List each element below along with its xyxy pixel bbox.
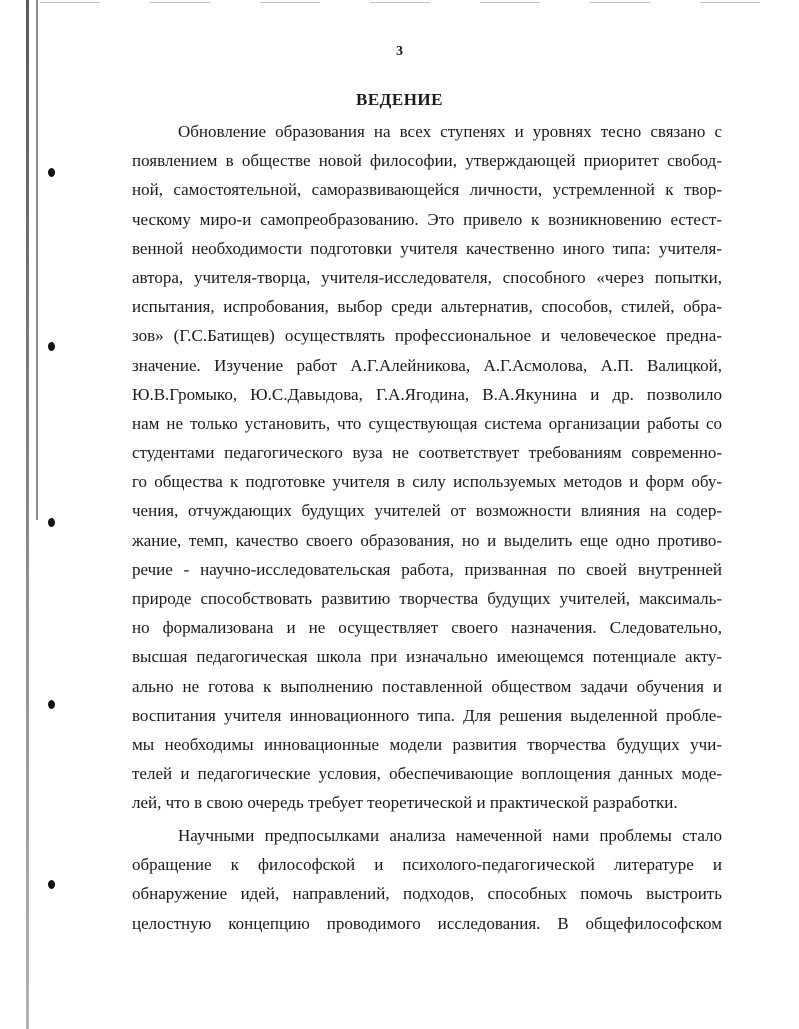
text-line: природе способствовать развитию творчества будущих учителей, максималь- bbox=[132, 589, 722, 608]
paragraph-1 bbox=[132, 117, 722, 818]
text-line: появлением в обществе новой философии, утверждающей приоритет свобод- bbox=[132, 151, 722, 171]
scan-top-edge bbox=[40, 2, 780, 3]
text-line: Ю.В.Громыко, Ю.С.Давыдова, Г.А.Ягодина, В.А.Якунина и др. позволило bbox=[132, 384, 722, 404]
text-line: Обновление образования на всех ступенях и уровнях тесно связано с bbox=[178, 122, 722, 141]
text-line: но формализована и не осуществляет своего назначения. Следовательно, bbox=[132, 618, 722, 638]
text-line: значение. Изучение работ А.Г.Алейникова, А.Г.Асмолова, А.П. Валицкой, bbox=[132, 355, 722, 375]
binding-hole-mark bbox=[48, 342, 55, 351]
binding-hole-mark bbox=[48, 880, 55, 889]
text-line: чения, отчуждающих будущих учителей от возможности влияния на содер- bbox=[132, 501, 722, 521]
binding-hole-mark bbox=[48, 518, 55, 527]
text-line: ной, самостоятельной, саморазвивающейся личности, устремленной к твор- bbox=[132, 180, 722, 200]
text-line: автора, учителя-творца, учителя-исследователя, способного «через попытки, bbox=[132, 267, 722, 287]
text-line: обнаружение идей, направлений, подходов, способных помочь выстроить bbox=[132, 884, 722, 904]
scan-left-edge-inner bbox=[36, 0, 38, 520]
text-line: лей, что в свою очередь требует теоретической и практической разработки. bbox=[132, 793, 678, 813]
binding-hole-mark bbox=[48, 700, 55, 709]
text-line: обращение к философской и психолого-педагогической литературе и bbox=[132, 855, 722, 875]
text-line: ческому миро-и самопреобразованию. Это привело к возникновению естест- bbox=[132, 209, 722, 229]
text-line: Научными предпосылками анализа намеченной нами проблемы стало bbox=[178, 826, 722, 845]
text-line: испытания, испробования, выбор среди альтернатив, способов, стилей, обра- bbox=[132, 297, 722, 317]
page-number: 3 bbox=[396, 44, 403, 59]
section-heading: ВЕДЕНИЕ bbox=[356, 90, 443, 109]
text-line: воспитания учителя инновационного типа. Для решения выделенной пробле- bbox=[132, 705, 722, 725]
binding-hole-mark bbox=[48, 168, 55, 177]
scan-left-edge bbox=[26, 0, 29, 1029]
text-line: высшая педагогическая школа при изначально имеющемся потенциале акту- bbox=[132, 647, 722, 667]
text-line: телей и педагогические условия, обеспечивающие воплощения данных моде- bbox=[132, 764, 722, 784]
text-line: целостную концепцию проводимого исследования. В общефилософском bbox=[132, 913, 722, 933]
text-line: нам не только установить, что существующая система организации работы со bbox=[132, 413, 722, 433]
text-line: го общества к подготовке учителя в силу используемых методов и форм обу- bbox=[132, 472, 722, 492]
paragraph-2 bbox=[132, 821, 722, 938]
text-line: жание, темп, качество своего образования, но и выделить еще одно противо- bbox=[132, 530, 722, 550]
text-line: мы необходимы инновационные модели развития творчества будущих учи- bbox=[132, 734, 722, 754]
text-line: студентами педагогического вуза не соответствует требованиям современно- bbox=[132, 443, 722, 463]
text-line: венной необходимости подготовки учителя качественно иного типа: учителя- bbox=[132, 238, 722, 258]
text-line: ально не готова к выполнению поставленной обществом задачи обучения и bbox=[132, 676, 722, 696]
text-line: речие - научно-исследовательская работа, призванная по своей внутренней bbox=[132, 559, 722, 579]
text-line: зов» (Г.С.Батищев) осуществлять профессиональное и человеческое предна- bbox=[132, 326, 722, 346]
